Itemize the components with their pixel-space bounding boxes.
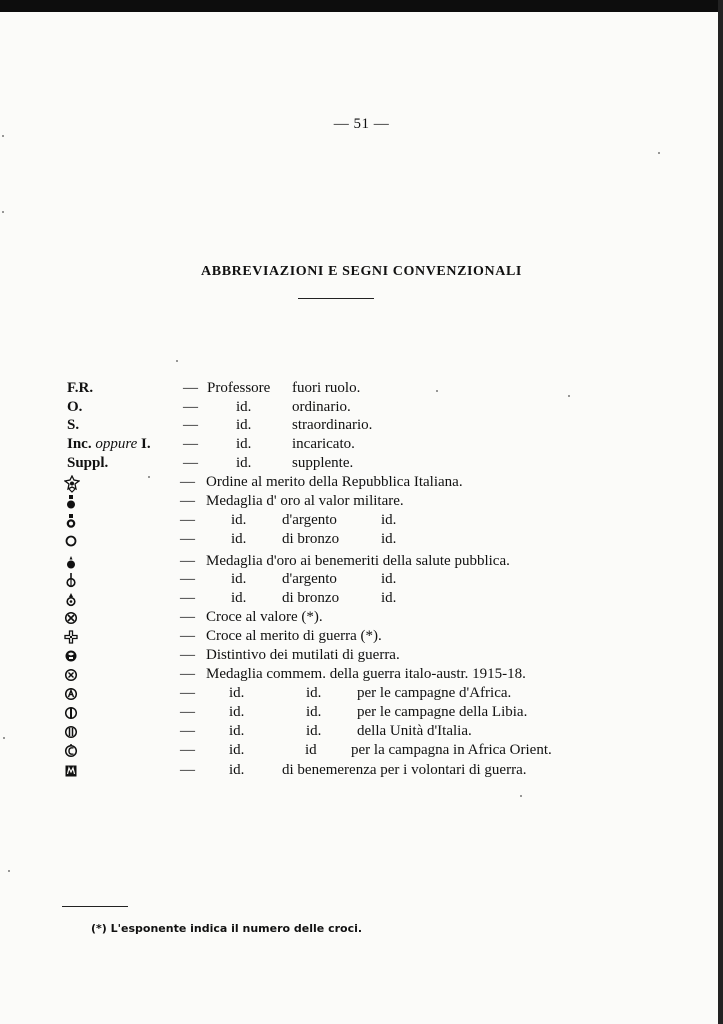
entry-text: Croce al merito di guerra (*). [206,628,382,644]
abbreviation-row [0,628,718,647]
entry-text: id. [381,571,397,587]
entry-text: id. [381,531,397,547]
em-dash: — [180,512,195,528]
silver-medal-military-icon [64,513,78,529]
entry-text: id. [236,417,252,433]
abbreviation-row [0,685,718,704]
em-dash: — [183,417,198,433]
entry-text: id. [231,571,247,587]
entry-text: incaricato. [292,436,355,452]
entry-text: Professore [207,380,271,396]
abbreviation-row [0,474,718,493]
entry-text: d'argento [282,512,337,528]
em-dash: — [180,647,195,663]
em-dash: — [180,704,195,720]
abbreviation-row [0,571,718,590]
east-africa-campaign-medal-icon [64,743,78,759]
em-dash: — [180,609,195,625]
em-dash: — [183,399,198,415]
silver-medal-health-icon [64,572,78,588]
em-dash: — [183,380,198,396]
entry-text: straordinario. [292,417,373,433]
entry-text: id. [229,723,245,739]
abbreviation-row [0,609,718,628]
abbreviation-row [0,762,718,781]
entry-text: id. [231,590,247,606]
abbreviation-row [0,742,718,761]
entry-text: di bronzo [282,590,340,606]
entry-text: id. [229,685,245,701]
abbreviation-connector: oppure [95,436,138,452]
abbreviation-row [0,417,718,436]
em-dash: — [180,628,195,644]
footnote: (*) L'esponente indica il numero delle croci. [91,922,363,935]
entry-text: id. [381,590,397,606]
entry-text: fuori ruolo. [292,380,361,396]
em-dash: — [180,493,195,509]
africa-campaign-medal-icon [64,686,78,702]
em-dash: — [180,474,195,490]
entry-text: per le campagne d'Africa. [357,685,512,701]
em-dash: — [183,436,198,452]
entry-text: id. [229,742,245,758]
scan-speck [3,737,5,739]
scan-top-border [0,0,723,12]
em-dash: — [180,742,195,758]
em-dash: — [180,762,195,778]
abbreviation-row [0,493,718,512]
scan-speck [568,395,570,397]
abbreviation-row [0,455,718,474]
em-dash: — [183,455,198,471]
scan-speck [2,135,4,137]
page-number: — 51 — [333,116,390,132]
entry-text: id. [306,723,322,739]
abbreviation-text: O. [67,399,83,415]
title-underline [298,298,374,299]
entry-text: id. [236,399,252,415]
abbreviation-term [67,417,79,434]
abbreviation-row [0,553,718,572]
abbreviation-text: F.R. [67,380,94,396]
abbreviation-row [0,436,718,455]
unity-italy-medal-icon [64,724,78,740]
em-dash: — [180,553,195,569]
entry-text: della Unità d'Italia. [357,723,472,739]
entry-text: id [305,742,317,758]
em-dash: — [180,666,195,682]
abbreviation-text: Suppl. [67,455,109,471]
gold-medal-health-icon [64,554,78,570]
war-merit-cross-icon [64,629,78,645]
entry-text: Croce al valore (*). [206,609,323,625]
entry-text: id. [236,455,252,471]
em-dash: — [180,685,195,701]
entry-text: id. [306,704,322,720]
abbreviation-term [67,436,151,453]
order-star-icon [64,475,78,491]
entry-text: id. [229,762,245,778]
entry-text: id. [381,512,397,528]
entry-text: Medaglia d'oro ai benemeriti della salute pubblica. [206,553,510,569]
em-dash: — [180,590,195,606]
abbreviation-row [0,512,718,531]
abbreviation-row [0,704,718,723]
scan-right-border [718,0,723,1024]
entry-text: ordinario. [292,399,351,415]
page-title: ABBREVIAZIONI E SEGNI CONVENZIONALI [201,264,522,279]
bronze-medal-military-icon [64,532,78,548]
document-page [0,12,718,1024]
abbreviation-term [67,455,108,472]
abbreviation-row [0,531,718,550]
abbreviation-row [0,590,718,609]
gold-medal-military-icon [64,494,78,510]
abbreviation-row [0,666,718,685]
entry-text: id. [231,531,247,547]
scan-speck [176,360,178,362]
entry-text: supplente. [292,455,354,471]
scan-speck [436,390,438,392]
bronze-medal-health-icon [64,591,78,607]
scan-speck [8,870,10,872]
mutilated-badge-icon [64,648,78,664]
scan-speck [148,476,150,478]
scan-speck [520,795,522,797]
entry-text: di bronzo [282,531,340,547]
em-dash: — [180,723,195,739]
scan-speck [658,152,660,154]
entry-text: Distintivo dei mutilati di guerra. [206,647,400,663]
em-dash: — [180,531,195,547]
entry-text: Medaglia commem. della guerra italo-austr. 1915-18. [206,666,526,682]
abbreviation-row [0,723,718,742]
footnote-rule [62,906,128,907]
abbreviation-alt: I. [141,436,151,452]
entry-text: d'argento [282,571,337,587]
valor-cross-icon [64,610,78,626]
entry-text: di benemerenza per i volontari di guerra. [282,762,527,778]
abbreviation-row [0,647,718,666]
libya-campaign-medal-icon [64,705,78,721]
entry-text: id. [306,685,322,701]
abbreviation-text: Inc. [67,436,92,452]
entry-text: per le campagne della Libia. [357,704,528,720]
entry-text: Medaglia d' oro al valor militare. [206,493,404,509]
scan-speck [2,211,4,213]
abbreviation-term [67,399,82,416]
abbreviation-row [0,399,718,418]
entry-text: id. [229,704,245,720]
abbreviation-term [67,380,93,397]
em-dash: — [180,571,195,587]
entry-text: Ordine al merito della Repubblica Italiana. [206,474,463,490]
abbreviation-row [0,380,718,399]
entry-text: id. [236,436,252,452]
volunteer-merit-medal-icon [64,763,78,779]
abbreviation-text: S. [67,417,80,433]
entry-text: per la campagna in Africa Orient. [351,742,552,758]
entry-text: id. [231,512,247,528]
italo-austrian-war-medal-icon [64,667,78,683]
